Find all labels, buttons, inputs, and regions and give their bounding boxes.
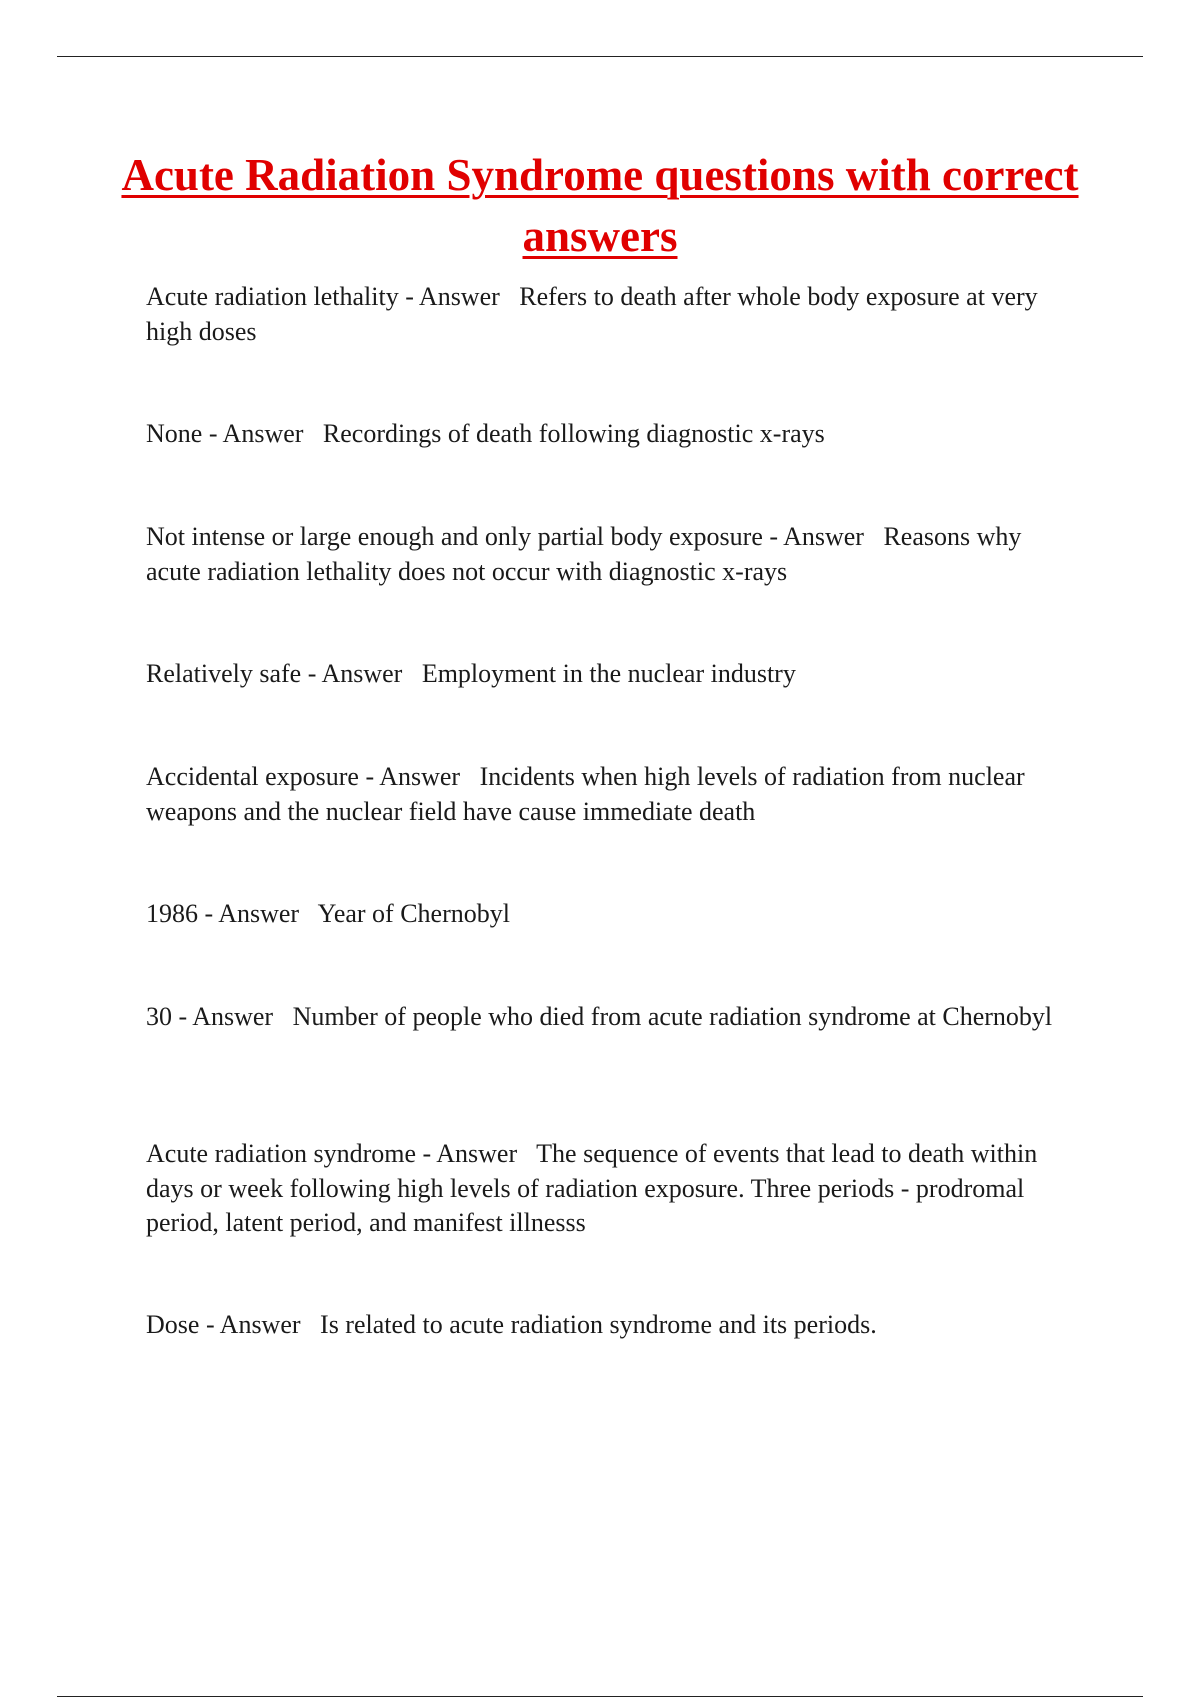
qa-separator: - Answer xyxy=(301,659,403,688)
qa-item xyxy=(146,657,1076,692)
qa-answer: Not intense or large enough and only partial body exposure xyxy=(146,522,763,551)
qa-separator: - Answer xyxy=(398,282,500,311)
qa-question: Number of people who died from acute radiation syndrome at Chernobyl xyxy=(292,1002,1053,1031)
qa-question: Incidents when high levels of radiation from nuclear weapons and the nuclear field have cause immediate death xyxy=(146,762,1025,826)
qa-separator: - Answer xyxy=(202,419,304,448)
qa-separator: - Answer xyxy=(199,1310,301,1339)
qa-separator: - Answer xyxy=(358,762,461,791)
qa-item xyxy=(146,1000,1076,1035)
qa-item xyxy=(146,760,1076,829)
qa-item xyxy=(146,897,1076,932)
qa-item xyxy=(146,1137,1076,1241)
page-title: Acute Radiation Syndrome questions with correct answers xyxy=(121,150,1079,261)
qa-question: Year of Chernobyl xyxy=(317,899,510,928)
qa-question: Employment in the nuclear industry xyxy=(421,659,796,688)
qa-answer: 1986 xyxy=(146,899,198,928)
qa-answer: Accidental exposure xyxy=(146,762,359,791)
qa-item xyxy=(146,520,1076,589)
qa-answer: Acute radiation syndrome xyxy=(146,1139,417,1168)
qa-item xyxy=(146,417,1076,452)
qa-answer: Relatively safe xyxy=(146,659,302,688)
qa-answer: 30 xyxy=(146,1002,172,1031)
qa-answer: Dose xyxy=(146,1310,200,1339)
qa-list xyxy=(146,0,1076,1700)
qa-answer: Acute radiation lethality xyxy=(146,282,399,311)
qa-separator: - Answer xyxy=(416,1139,518,1168)
qa-item xyxy=(146,1308,1076,1343)
qa-question: Reasons why acute radiation lethality does not occur with diagnostic x-rays xyxy=(146,522,1022,586)
bottom-divider xyxy=(57,1696,1143,1697)
qa-item xyxy=(146,280,1076,349)
qa-question: The sequence of events that lead to death within days or week following high levels of radiation exposure. Three periods - prodromal period, latent period, and manifest illnesss xyxy=(146,1139,1038,1237)
qa-separator: - Answer xyxy=(762,522,864,551)
qa-answer: None xyxy=(146,419,203,448)
qa-question: Refers to death after whole body exposure at very high doses xyxy=(146,282,1038,346)
qa-question: Is related to acute radiation syndrome and its periods. xyxy=(320,1310,877,1339)
qa-separator: - Answer xyxy=(172,1002,274,1031)
qa-separator: - Answer xyxy=(198,899,300,928)
qa-question: Recordings of death following diagnostic x-rays xyxy=(322,419,825,448)
